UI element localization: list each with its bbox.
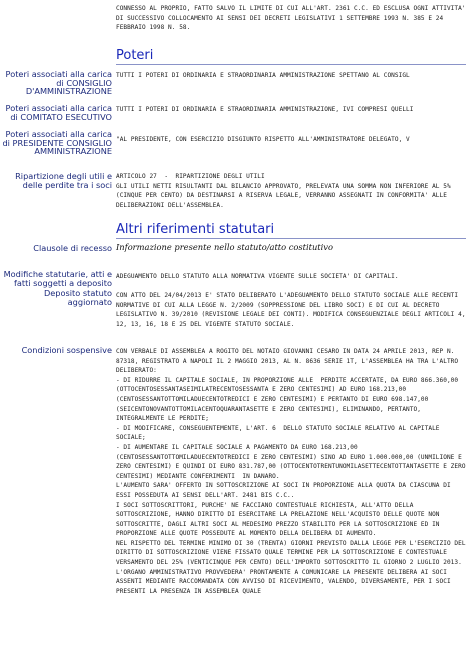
label-condizioni-sospensive: Condizioni sospensive [21,345,112,355]
section-divider [116,238,466,239]
label-ripartizione-utili: Ripartizione degli utili e delle perdite tra i soci [15,171,112,190]
section-title-altri-riferimenti [116,222,466,237]
label-deposito-statuto: Deposito statuto aggiornato [43,288,112,307]
top-continuation-text: CONNESSO AL PROPRIO, FATTO SALVO IL LIMITE DI CUI ALL'ART. 2361 C.C. ED ESCLUSA OGNI ATTIVITA' DI SUCCESSIVO COLLOCAMENTO AI SENSI DEI DECRETI LEGISLATIVI 1 SETTEMBRE 1993 N. 385 E 24 FEBBRAIO 1998 N. 58. [116,5,470,32]
label-modifiche-statutarie: Modifiche statutarie, atti e fatti soggetti a deposito [3,269,112,288]
value-ripartizione-utili: ARTICOLO 27 - RIPARTIZIONE DEGLI UTILI GLI UTILI NETTI RISULTANTI DAL BILANCIO APPROVATO, PRELEVATA UNA SOMMA NON INFERIORE AL 5% (CINQUE PER CENTO) DA DESTINARSI A RISERVA LEGALE, VERRANNO ASSEGNATI IN CONFORMITA' ALLE DELIBERAZIONI DELL'ASSEMBLEA. [116,173,451,209]
value-modifiche-statutarie: ADEGUAMENTO DELLO STATUTO ALLA NORMATIVA VIGENTE SULLE SOCIETA' DI CAPITALI. [116,273,399,280]
label-poteri-comitato: Poteri associati alla carica di COMITATO ESECUTIVO [5,103,112,122]
section-title-poteri [116,48,466,63]
label-clausole-recesso: Clausole di recesso [33,243,112,253]
label-poteri-cda: Poteri associati alla carica di CONSIGLIO D'AMMINISTRAZIONE [5,69,112,97]
label-poteri-presidente: Poteri associati alla carica di PRESIDENTE CONSIGLIO AMMINISTRAZIONE [2,129,112,157]
value-poteri-presidente: "AL PRESIDENTE, CON ESERCIZIO DISGIUNTO RISPETTO ALL'AMMINISTRATORE DELEGATO, V [116,136,410,143]
section-divider [116,64,466,65]
value-deposito-statuto: CON ATTO DEL 24/04/2013 E' STATO DELIBERATO L'ADEGUAMENTO DELLO STATUTO SOCIALE ALLE RECENTI NORMATIVE DI CUI ALLA LEGGE N. 2/2009 (SOPPRESSIONE DEL LIBRO SOCI) E DI CUI AL DECRETO LEGISLATIVO N. 39/2010 (REVISIONE LEGALE DEI CONTI). MODIFICA CONSEGUENZIALE DEGLI ARTICOLI 4, 12, 13, 16, 18 E 25 DEL VIGENTE STATUTO SOCIALE. [116,292,470,328]
value-condizioni-sospensive: CON VERBALE DI ASSEMBLEA A ROGITO DEL NOTAIO GIOVANNI CESARO IN DATA 24 APRILE 2013, REP N. 87318, REGISTRATO A NAPOLI IL 2 MAGGIO 2013, AL N. 8636 SERIE 1T, L'ASSEMBLEA HA TRA L'ALTRO DELIBERATO: - DI RIDURRE IL CAPITALE SOCIALE, IN PROPORZIONE ALLE PERDITE ACCERTATE, DA EURO 866.360,00 (OTTOCENTOSESSANTASEIMILATRECENTOSESSANTA E ZERO CENTESIMI) AD EURO 168.213,00 (CENTOSESSANTOTTOMILADUECENTOTREDICI E ZERO CENTESIMI) E PERTANTO DI EURO 698.147,00 (SEICENTONOVANTOTTOMILACENTOQUARANTASETTE E ZERO CENTESIMI), ELIMINANDO, PERTANTO, INTEGRALMENTE LE PERDITE; - DI MODIFICARE, CONSEGUENTEMENTE, L'ART. 6 DELLO STATUTO SOCIALE RELATIVO AL CAPITALE SOCIALE; - DI AUMENTARE IL CAPITALE SOCIALE A PAGAMENTO DA EURO 168.213,00 (CENTOSESSANTOTTOMILADUECENTOTREDICI E ZERO CENTESIMI) SINO AD EURO 1.000.000,00 (UNMILIONE E ZERO CENTESIMI) E QUINDI DI EURO 831.787,00 (OTTOCENTOTRENTUNOMILASETTECENTOTTANTASETTE E ZERO CENTESIMI) MEDIANTE CONFERIMENTI IN DANARO. L'AUMENTO SARA' OFFERTO IN SOTTOSCRIZIONE AI SOCI IN PROPORZIONE ALLA QUOTA DA CIASCUNA DI ESSI POSSEDUTA AI SENSI DELL'ART. 2481 BIS C.C.. I SOCI SOTTOSCRITTORI, PURCHE' NE FACCIANO CONTESTUALE RICHIESTA, ALL'ATTO DELLA SOTTOSCRIZIONE, HANNO DIRITTO DI ESERCITARE LA PRELAZIONE NELL'ACQUISTO DELLE QUOTE NON SOTTOSCRITTE, DAGLI ALTRI SOCI AL MEDESIMO PREZZO STABILITO PER LA SOTTOSCRIZIONE ED IN PROPORZIONE ALLE QUOTE POSSEDUTE AL MOMENTO DELLA DELIBERA DI AUMENTO. NEL RISPETTO DEL TERMINE MINIMO DI 30 (TRENTA) GIORNI PREVISTO DALLA LEGGE PER L'ESERCIZIO DEL DIRITTO DI SOTTOSCRIZIONE VIENE FISSATO QUALE TERMINE PER LA SOTTOSCRIZIONE E CONTESTUALE VERSAMENTO DEL 25% (VENTICINQUE PER CENTO) DELL'IMPORTO SOTTOSCRITTO IL GIORNO 2 LUGLIO 2013. L'ORGANO AMMINISTRATIVO PROVVEDERA' PRONTAMENTE A COMUNICARE LA PRESENTE DELIBERA AI SOCI ASSENTI MEDIANTE RACCOMANDATA CON AVVISO DI RICEVIMENTO, VALENDO, DIVERSAMENTE, PER I SOCI PRESENTI LA PRESENZA IN ASSEMBLEA QUALE [116,348,466,595]
section-title-poteri-text: Poteri [116,48,154,63]
section-title-altri-text: Altri riferimenti statutari [116,222,275,237]
value-poteri-cda: TUTTI I POTERI DI ORDINARIA E STRAORDINARIA AMMINISTRAZIONE SPETTANO AL CONSIGL [116,72,410,79]
value-poteri-comitato: TUTTI I POTERI DI ORDINARIA E STRAORDINARIA AMMINISTRAZIONE, IVI COMPRESI QUELLI [116,106,414,113]
value-clausole-recesso: Informazione presente nello statuto/atto costitutivo [116,242,333,252]
